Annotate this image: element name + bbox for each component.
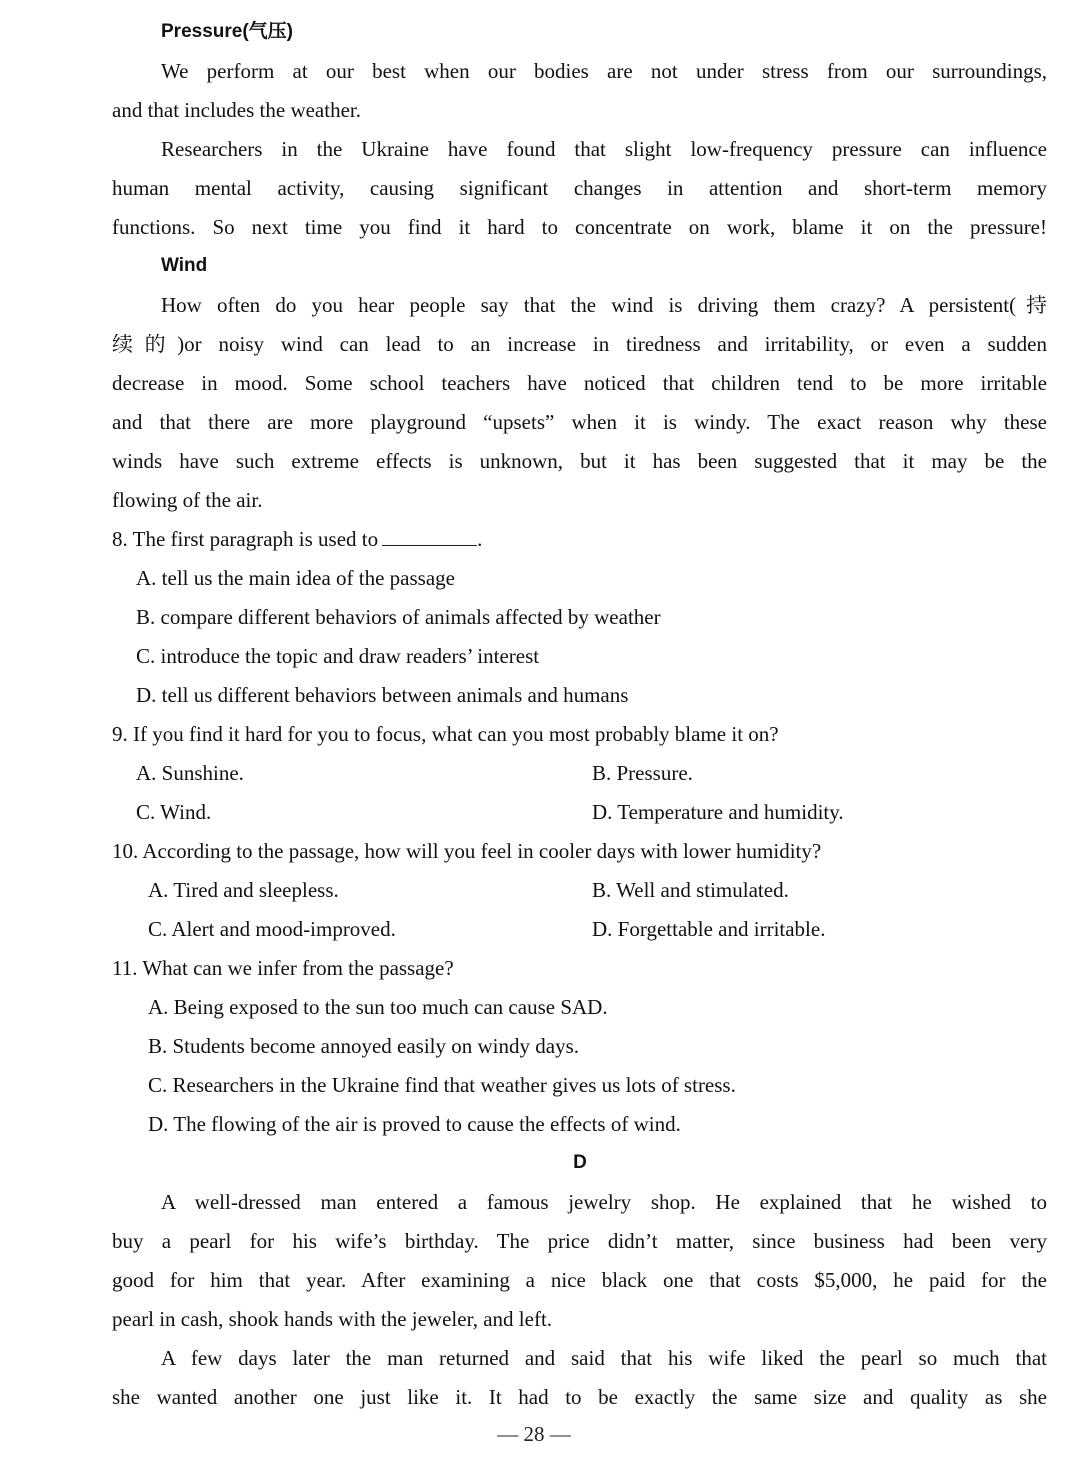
pressure-line-1: We perform at our best when our bodies are not under stress from our surroundings, bbox=[161, 61, 1047, 83]
question-11-option-b: B. Students become annoyed easily on windy days. bbox=[148, 1034, 580, 1058]
question-8-stem bbox=[112, 529, 482, 550]
pressure-line-3: Researchers in the Ukraine have found that slight low-frequency pressure can influence bbox=[161, 139, 1047, 161]
pressure-line-2: and that includes the weather. bbox=[112, 98, 361, 122]
page-number: — 28 — bbox=[497, 1422, 571, 1446]
question-8-period: . bbox=[477, 527, 483, 551]
question-8-text: 8. The first paragraph is used to bbox=[112, 527, 379, 551]
wind-line-3: decrease in mood. Some school teachers have noticed that children tend to be more irritable bbox=[112, 373, 1047, 395]
question-8-option-a: A. tell us the main idea of the passage bbox=[136, 566, 455, 590]
section-d-line-2: buy a pearl for his wife’s birthday. The price didn’t matter, since business had been very bbox=[112, 1231, 1047, 1253]
section-d-line-1: A well-dressed man entered a famous jewelry shop. He explained that he wished to bbox=[161, 1192, 1047, 1214]
section-d-line-3: good for him that year. After examining a nice black one that costs $5,000, he paid for the bbox=[112, 1270, 1047, 1292]
question-8-option-b: B. compare different behaviors of animals affected by weather bbox=[136, 605, 661, 629]
wind-line-6: flowing of the air. bbox=[112, 488, 263, 512]
question-10-option-a: A. Tired and sleepless. bbox=[148, 878, 339, 902]
answer-blank bbox=[382, 531, 477, 546]
question-9-option-b: B. Pressure. bbox=[592, 761, 693, 785]
pressure-line-5: functions. So next time you find it hard to concentrate on work, blame it on the pressure! bbox=[112, 217, 1047, 239]
question-11-option-d: D. The flowing of the air is proved to cause the effects of wind. bbox=[148, 1112, 681, 1136]
question-10-option-c: C. Alert and mood-improved. bbox=[148, 917, 396, 941]
wind-line-2: 续的)or noisy wind can lead to an increase in tiredness and irritability, or even a sudden bbox=[112, 334, 1047, 356]
wind-line-5: winds have such extreme effects is unknown, but it has been suggested that it may be the bbox=[112, 451, 1047, 473]
question-9-option-a: A. Sunshine. bbox=[136, 761, 244, 785]
question-10-option-b: B. Well and stimulated. bbox=[592, 878, 789, 902]
wind-heading: Wind bbox=[161, 255, 208, 276]
question-8-option-c: C. introduce the topic and draw readers’ interest bbox=[136, 644, 540, 668]
question-9-option-d: D. Temperature and humidity. bbox=[592, 800, 844, 824]
question-9-stem: 9. If you find it hard for you to focus, what can you most probably blame it on? bbox=[112, 722, 779, 746]
section-d-heading: D bbox=[573, 1152, 587, 1173]
question-10-option-d: D. Forgettable and irritable. bbox=[592, 917, 826, 941]
section-d-line-4: pearl in cash, shook hands with the jeweler, and left. bbox=[112, 1307, 553, 1331]
pressure-heading: Pressure(气压) bbox=[161, 21, 293, 42]
question-8-option-d: D. tell us different behaviors between animals and humans bbox=[136, 683, 629, 707]
question-10-stem: 10. According to the passage, how will you feel in cooler days with lower humidity? bbox=[112, 839, 822, 863]
pressure-line-4: human mental activity, causing significant changes in attention and short-term memory bbox=[112, 178, 1047, 200]
question-11-stem: 11. What can we infer from the passage? bbox=[112, 956, 454, 980]
wind-line-1: How often do you hear people say that the wind is driving them crazy? A persistent(持 bbox=[161, 295, 1047, 317]
question-11-option-c: C. Researchers in the Ukraine find that weather gives us lots of stress. bbox=[148, 1073, 736, 1097]
section-d-line-6: she wanted another one just like it. It had to be exactly the same size and quality as she bbox=[112, 1387, 1047, 1409]
wind-line-4: and that there are more playground “upsets” when it is windy. The exact reason why these bbox=[112, 412, 1047, 434]
section-d-line-5: A few days later the man returned and said that his wife liked the pearl so much that bbox=[161, 1348, 1047, 1370]
question-11-option-a: A. Being exposed to the sun too much can cause SAD. bbox=[148, 995, 608, 1019]
question-9-option-c: C. Wind. bbox=[136, 800, 212, 824]
